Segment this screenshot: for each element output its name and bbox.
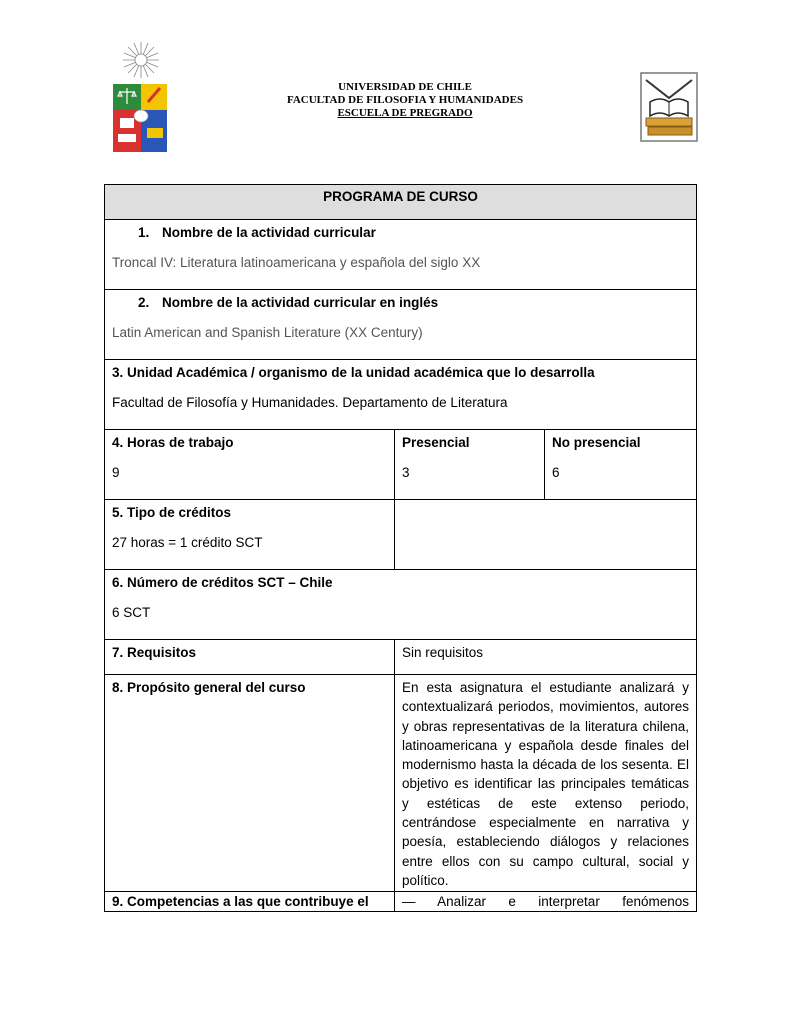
section-1-row: [105, 220, 697, 290]
table-title: PROGRAMA DE CURSO: [105, 185, 697, 220]
faculty-emblem-logo: [640, 72, 698, 142]
section-1-number: 1.: [138, 225, 150, 240]
section-9-row: [105, 892, 697, 912]
section-2-row: [105, 290, 697, 360]
section-5-empty-cell: [395, 500, 697, 570]
section-1-value: Troncal IV: Literatura latinoamericana y española del siglo XX: [112, 255, 481, 270]
faculty-name: FACULTAD DE FILOSOFIA Y HUMANIDADES: [286, 94, 524, 106]
university-coat-of-arms-logo: [110, 40, 172, 156]
presencial-value: 3: [402, 465, 410, 480]
institution-header: [180, 81, 630, 120]
school-name: ESCUELA DE PREGRADO: [337, 107, 473, 119]
section-3-value: Facultad de Filosofía y Humanidades. Departamento de Literatura: [112, 395, 508, 410]
section-2-number: 2.: [138, 295, 150, 310]
university-name: UNIVERSIDAD DE CHILE: [338, 81, 472, 93]
presencial-label: Presencial: [402, 435, 470, 450]
section-1-label: Nombre de la actividad curricular: [162, 225, 376, 240]
table-title-row: [105, 185, 697, 220]
section-8-label: 8. Propósito general del curso: [112, 680, 306, 695]
section-2-label: Nombre de la actividad curricular en inglés: [162, 295, 439, 310]
section-6-value: 6 SCT: [112, 605, 151, 620]
section-8-row: [105, 675, 697, 892]
section-8-value: En esta asignatura el estudiante analizará y contextualizará periodos, movimientos, autores y obras representativas de la literatura chilena, latinoamericana y española desde finales del modernismo hasta la década de los sesenta. El objetivo es identificar las principales temáticas y estéticas de este extenso periodo, centrándose especialmente en narrativa y poesía, estableciendo diálogos y relaciones entre ellos con su campo cultural, social y político.: [402, 680, 690, 888]
section-2-value: Latin American and Spanish Literature (XX Century): [112, 325, 423, 340]
section-4-value: 9: [112, 465, 120, 480]
no-presencial-value: 6: [552, 465, 560, 480]
section-9-label: 9. Competencias a las que contribuye el: [112, 894, 369, 910]
section-3-row: [105, 360, 697, 430]
section-6-row: [105, 570, 697, 640]
section-4-label: 4. Horas de trabajo: [112, 435, 234, 450]
section-5-label: 5. Tipo de créditos: [112, 505, 232, 520]
section-4-row: [105, 430, 697, 500]
course-program-table: [104, 184, 697, 912]
section-6-label: 6. Número de créditos SCT – Chile: [112, 575, 333, 590]
section-3-label: 3. Unidad Académica / organismo de la unidad académica que lo desarrolla: [112, 365, 595, 380]
section-7-row: [105, 640, 697, 675]
section-5-row: [105, 500, 697, 570]
no-presencial-label: No presencial: [552, 435, 641, 450]
section-9-value: — Analizar e interpretar fenómenos: [402, 894, 690, 910]
section-5-value: 27 horas = 1 crédito SCT: [112, 535, 263, 550]
section-7-label: 7. Requisitos: [112, 645, 197, 660]
section-7-value: Sin requisitos: [402, 645, 484, 660]
